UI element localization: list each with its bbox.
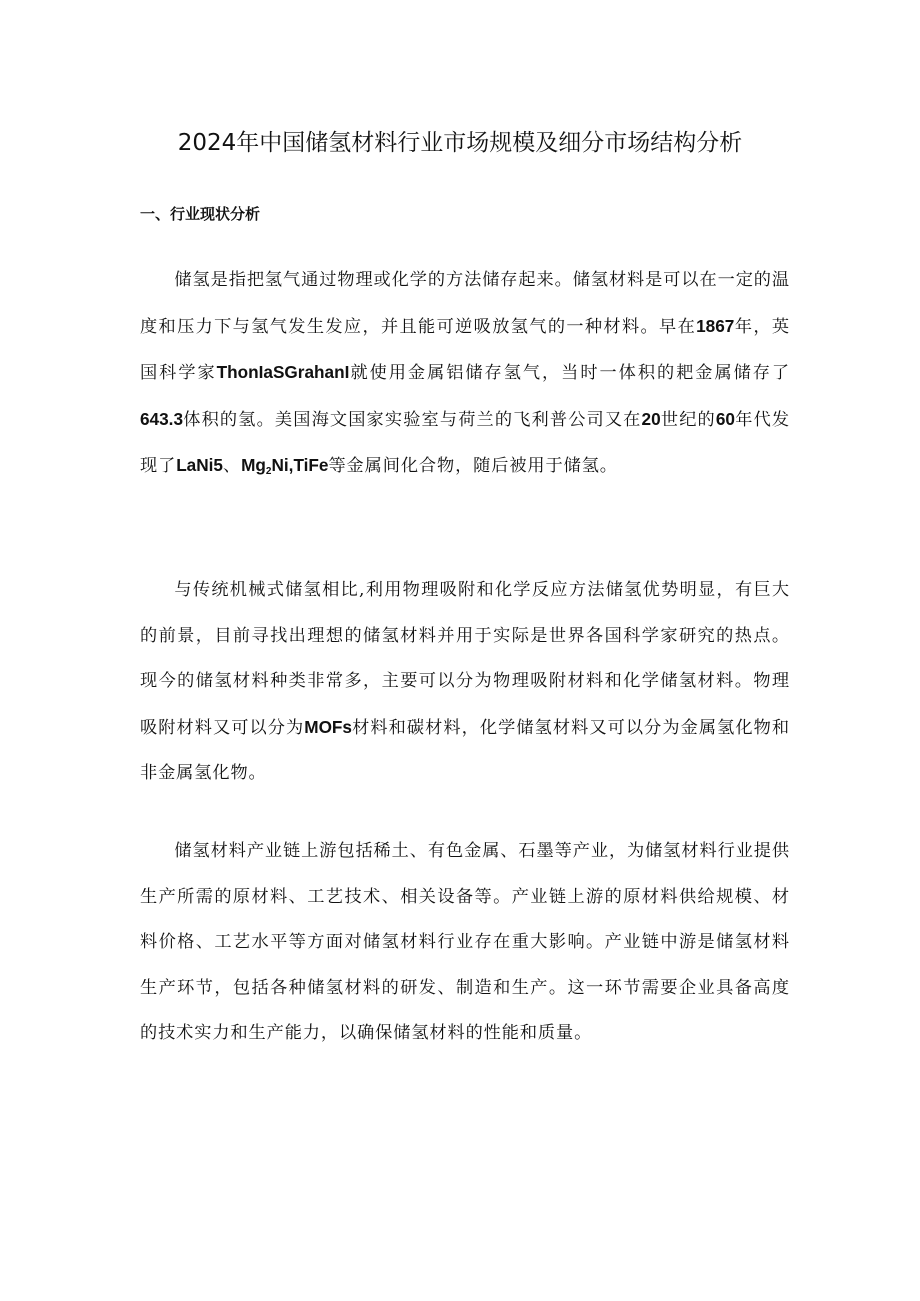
paragraph-text: 就使用金属铝储存氢气，当时一体积的耙金属储存了 xyxy=(349,363,791,384)
century-value: 20 xyxy=(641,408,661,429)
paragraph-text: 等金属间化合物，随后被用于储氢。 xyxy=(328,456,618,477)
paragraph-text: 储氢是指把氢气通过物理或化学的方法储存起来。储氢材料是可以在一定的温度和压力下与氢气发生发应，并且能可逆吸放氢气的一种材料。早在 xyxy=(140,270,790,337)
paragraph-text: 年代发现了 xyxy=(140,409,790,477)
section-heading: 一、行业现状分析 xyxy=(140,205,261,223)
compound-prefix: Mg xyxy=(241,455,266,476)
scientist-name: ThonIaSGrahanI xyxy=(216,362,350,383)
compound-lani5: LaNi5 xyxy=(176,455,223,476)
compound-suffix: Ni,TiFe xyxy=(271,455,329,476)
paragraph-text: 体积的氢。美国海文国家实验室与荷兰的飞利普公司又在 xyxy=(183,409,642,430)
volume-value: 643.3 xyxy=(140,408,184,429)
year-value: 1867 xyxy=(696,315,735,336)
compound-subscript: 2 xyxy=(265,466,272,478)
paragraph-text: 材料和碳材料，化学储氢材料又可以分为金属氢化物和非金属氢化物。 xyxy=(140,717,790,784)
paragraph-storage-material-types xyxy=(140,568,790,797)
decade-value: 60 xyxy=(715,408,735,429)
paragraph-text: 世纪的 xyxy=(660,409,716,430)
paragraph-text: 年，英国科学家 xyxy=(140,316,790,384)
paragraph-text: 与传统机械式储氢相比,利用物理吸附和化学反应方法储氢优势明显，有巨大的前景，目前寻找出理想的储氢材料并用于实际是世界各国科学家研究的热点。现今的储氢材料种类非常多，主要可以分为物理吸附材料和化学储氢材料。物理吸附材料又可以分为 xyxy=(140,580,790,738)
separator: 、 xyxy=(223,456,242,477)
paragraph-industry-chain: 储氢材料产业链上游包括稀土、有色金属、石墨等产业，为储氢材料行业提供生产所需的原材料、工艺技术、相关设备等。产业链上游的原材料供给规模、材料价格、工艺水平等方面对储氢材料行业存在重大影响。产业链中游是储氢材料生产环节，包括各种储氢材料的研发、制造和生产。这一环节需要企业具备高度的技术实力和生产能力，以确保储氢材料的性能和质量。 xyxy=(140,841,790,1044)
document-title: 2024年中国储氢材料行业市场规模及细分市场结构分析 xyxy=(177,130,743,156)
paragraph-hydrogen-storage-definition xyxy=(140,258,790,490)
mofs-term: MOFs xyxy=(304,716,352,737)
compound-mg2ni xyxy=(241,455,329,478)
